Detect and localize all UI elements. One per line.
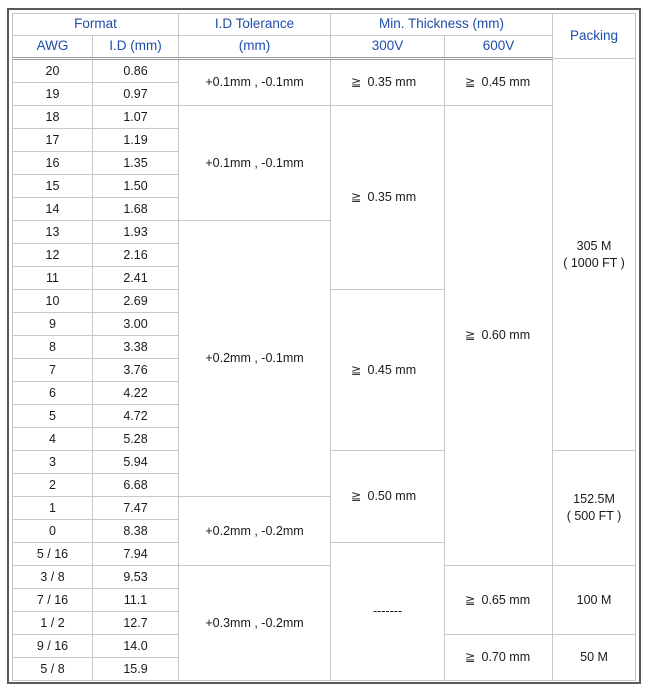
awg-cell: 7: [13, 359, 93, 382]
awg-cell: 16: [13, 152, 93, 175]
id-cell: 2.16: [93, 244, 179, 267]
packing-group-3: 100 M: [553, 566, 636, 635]
id-cell: 4.72: [93, 405, 179, 428]
awg-cell: 11: [13, 267, 93, 290]
id-cell: 1.19: [93, 129, 179, 152]
thickness-300v-group-2: [331, 106, 445, 290]
header-min-thickness: Min. Thickness (mm): [331, 14, 553, 36]
id-cell: 6.68: [93, 474, 179, 497]
geq-symbol: ≧: [465, 592, 476, 607]
id-cell: 7.47: [93, 497, 179, 520]
header-packing: Packing: [553, 14, 636, 59]
id-cell: 5.94: [93, 451, 179, 474]
table-row: [13, 566, 636, 589]
tolerance-group-2: +0.1mm , -0.1mm: [179, 106, 331, 221]
thickness-value: 0.45 mm: [367, 362, 417, 377]
awg-cell: 5: [13, 405, 93, 428]
thickness-300v-group-1: [331, 59, 445, 106]
table-row: [13, 106, 636, 129]
awg-cell: 18: [13, 106, 93, 129]
awg-cell: 9 / 16: [13, 635, 93, 658]
tolerance-group-4: +0.2mm , -0.2mm: [179, 497, 331, 566]
id-cell: 1.07: [93, 106, 179, 129]
awg-cell: 10: [13, 290, 93, 313]
wire-spec-table: [12, 13, 636, 681]
id-cell: 8.38: [93, 520, 179, 543]
geq-symbol: ≧: [465, 75, 476, 90]
thickness-value: 0.65 mm: [481, 592, 531, 607]
tolerance-group-5: +0.3mm , -0.2mm: [179, 566, 331, 681]
awg-cell: 2: [13, 474, 93, 497]
awg-cell: 6: [13, 382, 93, 405]
header-row-1: [13, 14, 636, 36]
id-cell: 4.22: [93, 382, 179, 405]
thickness-300v-group-5: -------: [331, 543, 445, 681]
thickness-600v-group-1: [445, 59, 553, 106]
id-cell: 5.28: [93, 428, 179, 451]
awg-cell: 7 / 16: [13, 589, 93, 612]
id-cell: 9.53: [93, 566, 179, 589]
header-format: Format: [13, 14, 179, 36]
thickness-600v-group-2: [445, 106, 553, 566]
awg-cell: 3: [13, 451, 93, 474]
awg-cell: 8: [13, 336, 93, 359]
header-awg: AWG: [13, 36, 93, 59]
id-cell: 11.1: [93, 589, 179, 612]
awg-cell: 19: [13, 83, 93, 106]
thickness-value: 0.35 mm: [367, 190, 417, 205]
header-tolerance-unit: (mm): [179, 36, 331, 59]
id-cell: 2.69: [93, 290, 179, 313]
thickness-value: 0.60 mm: [481, 328, 531, 343]
thickness-value: 0.45 mm: [481, 75, 531, 90]
id-cell: 0.97: [93, 83, 179, 106]
thickness-300v-group-3: [331, 290, 445, 451]
packing-group-4: 50 M: [553, 635, 636, 681]
thickness-600v-group-3: [445, 566, 553, 635]
header-id-mm: I.D (mm): [93, 36, 179, 59]
awg-cell: 17: [13, 129, 93, 152]
awg-cell: 4: [13, 428, 93, 451]
awg-cell: 1 / 2: [13, 612, 93, 635]
header-id-tolerance: I.D Tolerance: [179, 14, 331, 36]
packing-group-1: 305 M ( 1000 FT ): [553, 59, 636, 451]
id-cell: 1.93: [93, 221, 179, 244]
thickness-value: 0.50 mm: [367, 489, 417, 504]
thickness-300v-group-4: [331, 451, 445, 543]
geq-symbol: ≧: [351, 489, 362, 504]
id-cell: 14.0: [93, 635, 179, 658]
awg-cell: 5 / 16: [13, 543, 93, 566]
geq-symbol: ≧: [465, 650, 476, 665]
thickness-value: 0.35 mm: [367, 75, 417, 90]
id-cell: 0.86: [93, 59, 179, 83]
tolerance-group-3: +0.2mm , -0.1mm: [179, 221, 331, 497]
header-300v: 300V: [331, 36, 445, 59]
awg-cell: 12: [13, 244, 93, 267]
awg-cell: 1: [13, 497, 93, 520]
awg-cell: 5 / 8: [13, 658, 93, 681]
id-cell: 3.76: [93, 359, 179, 382]
geq-symbol: ≧: [351, 75, 362, 90]
spec-table-frame: [7, 8, 641, 684]
id-cell: 12.7: [93, 612, 179, 635]
tolerance-group-1: +0.1mm , -0.1mm: [179, 59, 331, 106]
geq-symbol: ≧: [351, 190, 362, 205]
id-cell: 1.35: [93, 152, 179, 175]
awg-cell: 15: [13, 175, 93, 198]
table-row: [13, 59, 636, 83]
thickness-value: 0.70 mm: [481, 650, 531, 665]
id-cell: 7.94: [93, 543, 179, 566]
awg-cell: 9: [13, 313, 93, 336]
awg-cell: 20: [13, 59, 93, 83]
awg-cell: 14: [13, 198, 93, 221]
id-cell: 3.00: [93, 313, 179, 336]
awg-cell: 13: [13, 221, 93, 244]
id-cell: 1.68: [93, 198, 179, 221]
id-cell: 2.41: [93, 267, 179, 290]
packing-group-2: 152.5M ( 500 FT ): [553, 451, 636, 566]
id-cell: 15.9: [93, 658, 179, 681]
geq-symbol: ≧: [465, 328, 476, 343]
id-cell: 1.50: [93, 175, 179, 198]
geq-symbol: ≧: [351, 362, 362, 377]
header-row-2: [13, 36, 636, 59]
awg-cell: 3 / 8: [13, 566, 93, 589]
awg-cell: 0: [13, 520, 93, 543]
header-600v: 600V: [445, 36, 553, 59]
thickness-600v-group-4: [445, 635, 553, 681]
id-cell: 3.38: [93, 336, 179, 359]
